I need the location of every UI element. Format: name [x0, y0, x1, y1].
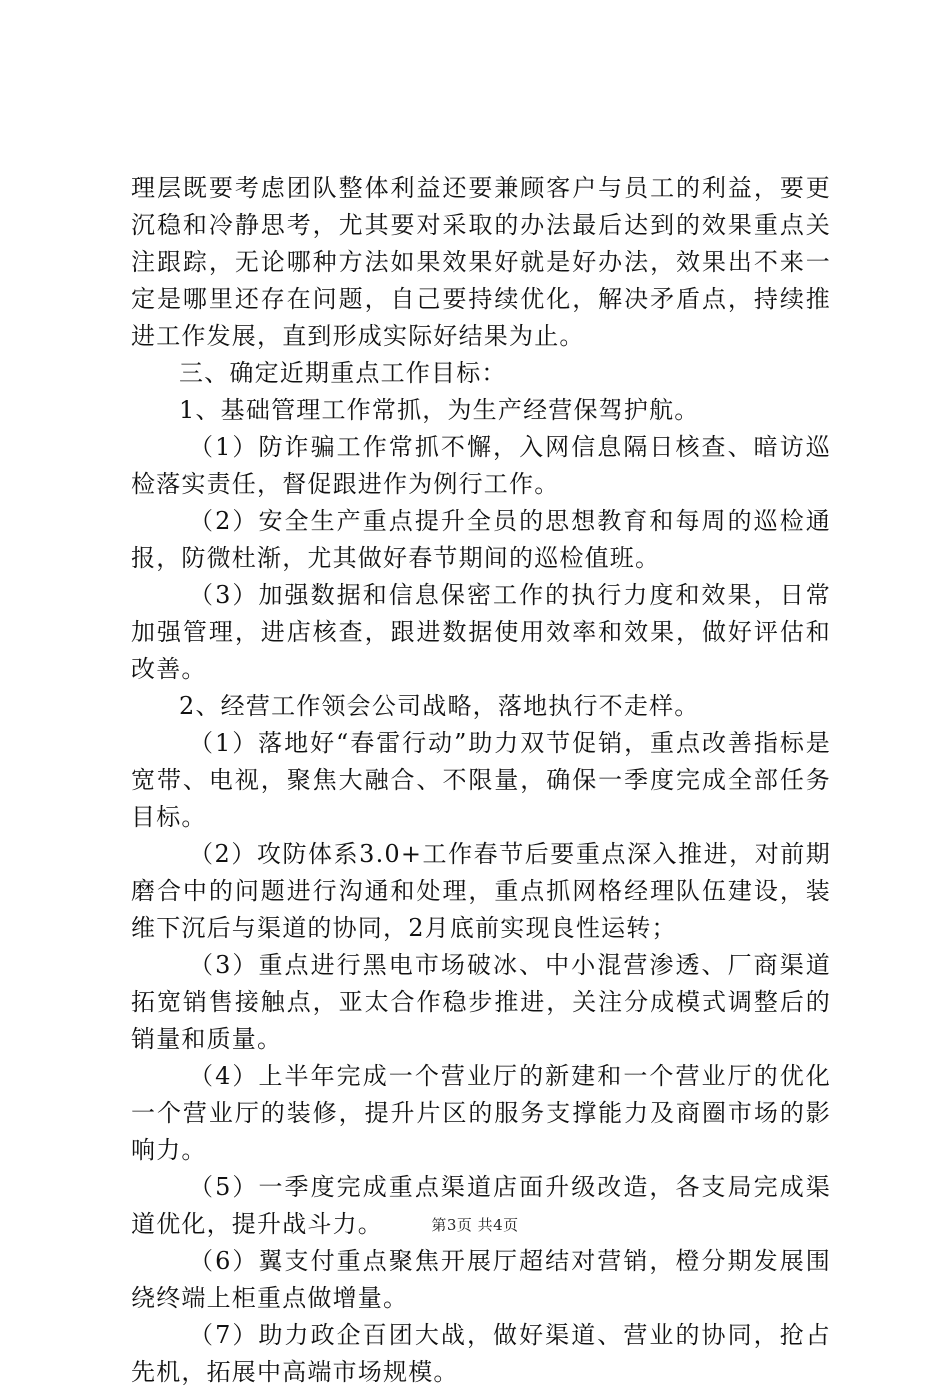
list-item: （1）落地好“春雷行动”助力双节促销，重点改善指标是宽带、电视，聚焦大融合、不限量，确保一季度完成全部任务目标。 [131, 729, 831, 831]
paragraph-continuation: 理层既要考虑团队整体利益还要兼顾客户与员工的利益，要更沉稳和冷静思考，尤其要对采取的办法最后达到的效果重点关注跟踪，无论哪种方法如果效果好就是好办法，效果出不来一定是哪里还存在问题，自己要持续优化，解决矛盾点，持续推进工作发展，直到形成实际好结果为止。 [131, 174, 831, 350]
list-item: （2）安全生产重点提升全员的思想教育和每周的巡检通报，防微杜渐，尤其做好春节期间的巡检值班。 [131, 507, 831, 572]
list-item: （2）攻防体系3.0+工作春节后要重点深入推进，对前期磨合中的问题进行沟通和处理，重点抓网格经理队伍建设，装维下沉后与渠道的协同，2月底前实现良性运转； [131, 840, 831, 942]
list-item: （7）助力政企百团大战，做好渠道、营业的协同，抢占先机，拓展中高端市场规模。 [131, 1321, 831, 1386]
document-body [131, 170, 831, 1391]
list-item: （3）加强数据和信息保密工作的执行力度和效果，日常加强管理，进店核查，跟进数据使用效率和效果，做好评估和改善。 [131, 581, 831, 683]
list-item: （6）翼支付重点聚焦开展厅超结对营销，橙分期发展围绕终端上柜重点做增量。 [131, 1247, 831, 1312]
list-item: （3）重点进行黑电市场破冰、中小混营渗透、厂商渠道拓宽销售接触点，亚太合作稳步推进，关注分成模式调整后的销量和质量。 [131, 951, 831, 1053]
subsection-heading: 1、基础管理工作常抓，为生产经营保驾护航。 [179, 396, 700, 424]
section-heading: 三、确定近期重点工作目标： [179, 359, 507, 387]
list-item: （4）上半年完成一个营业厅的新建和一个营业厅的优化一个营业厅的装修，提升片区的服务支撑能力及商圈市场的影响力。 [131, 1062, 831, 1164]
list-item: （5）一季度完成重点渠道店面升级改造，各支局完成渠道优化，提升战斗力。 [131, 1173, 831, 1238]
page-number-footer: 第3页 共4页 [431, 1216, 519, 1234]
subsection-heading: 2、经营工作领会公司战略，落地执行不走样。 [179, 692, 700, 720]
list-item: （1）防诈骗工作常抓不懈，入网信息隔日核查、暗访巡检落实责任，督促跟进作为例行工作。 [131, 433, 831, 498]
